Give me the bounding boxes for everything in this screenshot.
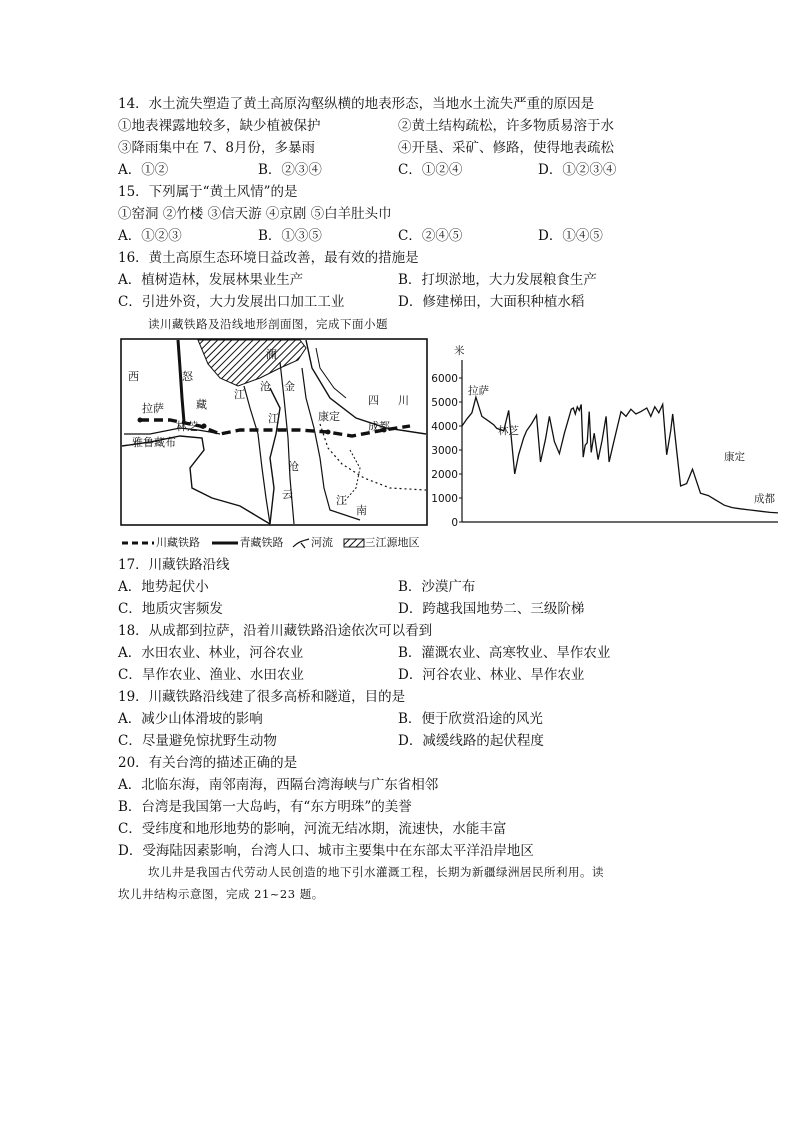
q19-stem: 19．川藏铁路沿线建了很多高桥和隧道，目的是 (118, 689, 406, 705)
map-label-yun: 云 (282, 488, 293, 501)
q16-stem: 16．黄土高原生态环境日益改善，最有效的措施是 (118, 250, 419, 266)
q17-stem: 17．川藏铁路沿线 (118, 557, 230, 573)
q20-option-a: A．北临东海，南邻南海，西隔台湾海峡与广东省相邻 (118, 777, 439, 793)
map-label-lancang-2: 沧 (288, 460, 299, 473)
q14-option-d: D．①②③④ (538, 162, 617, 178)
q18-option-a: A．水田农业、林业，河谷农业 (118, 645, 304, 661)
q15-option-c: C．②④⑤ (398, 228, 463, 244)
q20-stem: 20．有关台湾的描述正确的是 (118, 755, 298, 771)
q14-option-a: A．①② (118, 162, 169, 178)
chart-y-tick-label: 1000 (431, 493, 458, 505)
legend-qingzang-symbol (210, 538, 240, 548)
chart-annotation-chengdu: 成都 (754, 493, 775, 505)
q14-statement-2: ②黄土结构疏松，许多物质易溶于水 (398, 118, 614, 134)
legend-chuanzang-label: 川藏铁路 (156, 536, 200, 549)
karez-intro-line-2: 坎儿井结构示意图，完成 21~23 题。 (118, 887, 324, 901)
legend-qingzang-label: 青藏铁路 (239, 536, 284, 549)
kangding-city-marker (326, 430, 331, 435)
q15-items: ①窑洞 ②竹楼 ③信天游 ④京剧 ⑤白羊肚头巾 (118, 206, 392, 222)
q16-option-b: B．打坝淤地，大力发展粮食生产 (398, 272, 597, 288)
q18-stem: 18．从成都到拉萨，沿着川藏铁路沿途依次可以看到 (118, 623, 433, 639)
sichuan-tibet-railway-map (120, 338, 428, 526)
q19-option-b: B．便于欣赏沿途的风光 (398, 711, 543, 727)
map-label-chengdu: 成都 (368, 420, 390, 433)
chart-y-tick-label: 0 (451, 517, 458, 528)
q14-statement-4: ④开垦、采矿、修路，使得地表疏松 (398, 140, 614, 156)
map-label-chuan: 川 (398, 394, 409, 407)
lasa-city-marker (138, 418, 143, 423)
map-label-yalu: 雅鲁藏布 (132, 436, 176, 449)
q17-option-c: C．地质灾害频发 (118, 601, 223, 617)
chart-y-tick-label: 4000 (431, 421, 458, 433)
map-label-lan: 澜 (266, 348, 277, 361)
map-legend (120, 534, 420, 550)
linzhi-city-marker (202, 424, 207, 429)
q14-option-b: B．②③④ (258, 162, 322, 178)
q18-option-d: D．河谷农业、林业、旱作农业 (398, 667, 585, 683)
q19-option-d: D．减缓线路的起伏程度 (398, 733, 544, 749)
elevation-profile-chart (428, 338, 782, 528)
q14-option-c: C．①②④ (398, 162, 463, 178)
chart-y-tick-label: 2000 (431, 469, 458, 481)
legend-river-symbol (291, 537, 311, 549)
q14-stem: 14．水土流失塑造了黄土高原沟壑纵横的地表形态，当地水土流失严重的原因是 (118, 96, 595, 112)
q19-option-a: A．减少山体滑坡的影响 (118, 711, 263, 727)
q14-statement-3: ③降雨集中在 7、8月份，多暴雨 (118, 140, 315, 156)
q18-option-b: B．灌溉农业、高寒牧业、旱作农业 (398, 645, 611, 661)
q19-option-c: C．尽量避免惊扰野生动物 (118, 733, 277, 749)
map-label-jiang-2: 江 (268, 412, 279, 425)
q17-option-b: B．沙漠广布 (398, 579, 476, 595)
legend-sanjiang-label: 三江源地区 (364, 536, 420, 549)
map-label-jin: 金 (284, 380, 295, 393)
chart-y-unit: 米 (454, 345, 465, 357)
chart-annotation-linzhi: 林芝 (498, 425, 519, 437)
map-label-si: 四 (368, 394, 379, 407)
q20-option-b: B．台湾是我国第一大岛屿，有“东方明珠”的美誉 (118, 799, 412, 815)
chart-annotation-kangding: 康定 (724, 451, 745, 463)
q17-option-d: D．跨越我国地势二、三级阶梯 (398, 601, 585, 617)
q16-option-a: A．植树造林，发展林果业生产 (118, 272, 304, 288)
q16-option-d: D．修建梯田，大面积种植水稻 (398, 294, 585, 310)
map-label-linzhi: 林芝 (176, 420, 198, 433)
karez-intro-line-1: 坎儿井是我国古代劳动人民创造的地下引水灌溉工程，长期为新疆绿洲居民所利用。读 (148, 865, 604, 879)
map-label-cang: 沧 (260, 380, 271, 393)
chart-y-tick-label: 5000 (431, 397, 458, 409)
map-label-nu: 怒 (182, 370, 193, 383)
map-label-kangding: 康定 (318, 410, 340, 423)
legend-river-label: 河流 (311, 536, 333, 549)
q15-stem: 15．下列属于“黄土风情”的是 (118, 184, 298, 200)
q16-option-c: C．引进外资，大力发展出口加工工业 (118, 294, 345, 310)
map-label-jiang-1: 江 (234, 388, 245, 401)
legend-sanjiang-symbol (343, 538, 365, 548)
map-intro: 读川藏铁路及沿线地形剖面图，完成下面小题 (148, 317, 388, 331)
map-label-zang: 藏 (196, 398, 207, 411)
q20-option-c: C．受纬度和地形地势的影响，河流无结冰期，流速快，水能丰富 (118, 821, 507, 837)
q20-option-d: D．受海陆因素影响，台湾人口、城市主要集中在东部太平洋沿岸地区 (118, 843, 534, 859)
chart-y-tick-label: 3000 (431, 445, 458, 457)
legend-chuanzang-symbol (120, 538, 156, 548)
map-label-nan: 南 (356, 504, 367, 517)
q17-option-a: A．地势起伏小 (118, 579, 209, 595)
q15-option-a: A．①②③ (118, 228, 182, 244)
q15-option-d: D．①④⑤ (538, 228, 603, 244)
map-label-jiang-3: 江 (336, 494, 347, 507)
q14-statement-1: ①地表裸露地较多，缺少植被保护 (118, 118, 321, 134)
map-label-xi: 西 (128, 370, 139, 383)
q18-option-c: C．旱作农业、渔业、水田农业 (118, 667, 304, 683)
q15-option-b: B．①③⑤ (258, 228, 322, 244)
map-label-lasa: 拉萨 (142, 402, 164, 415)
chart-y-tick-label: 6000 (431, 373, 458, 385)
chart-annotation-lasa: 拉萨 (468, 385, 489, 397)
